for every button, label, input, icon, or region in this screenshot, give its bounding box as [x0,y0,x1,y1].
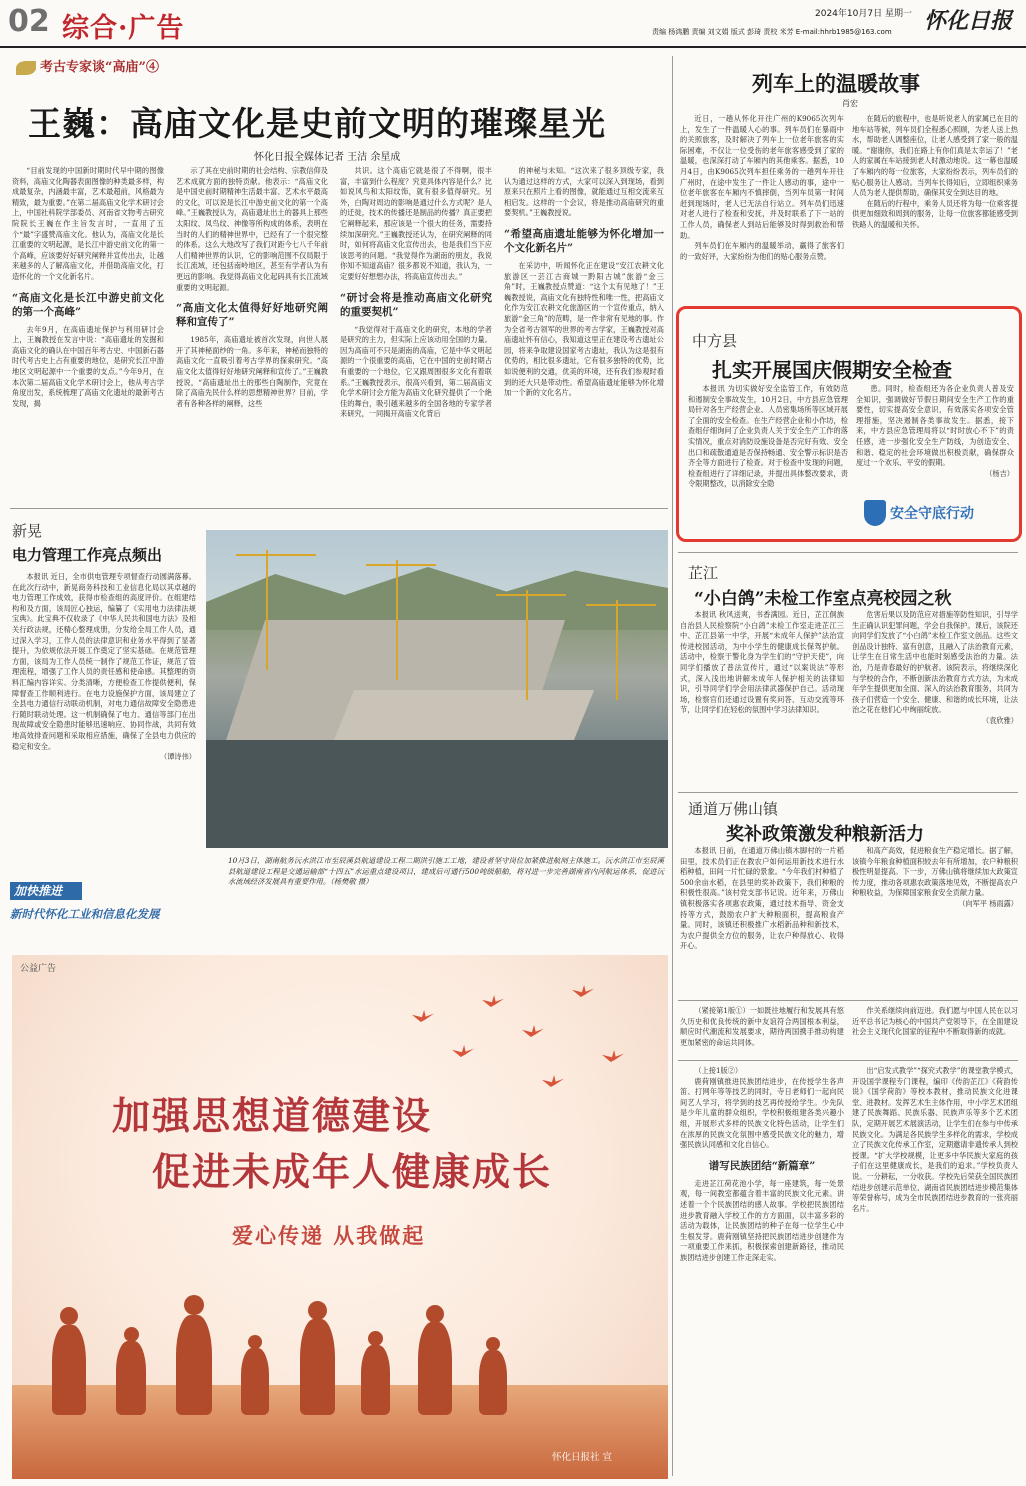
photo-caption [228,856,664,888]
construction-photo [206,530,668,848]
feature-headline: 王巍：高庙文化是史前文明的璀璨星光 [28,104,606,143]
paragraph: 近日，一趟从怀化开往广州的K9065次列车上，发生了一件温暖人心的事。列车员们在暴雨中的关照旅客，及时解决了列车上一位老年旅客的实际困难，不仅让一位受伤的老年旅客感受到了家的温暖，也深深打动了车厢内的其他乘客。据悉，10月4日，由K9065次列车担任乘务的一趟列车开往广州时，在途中发生了一件让人感动的事，途中一位老年旅客在车厢内不慎摔倒，当列车员第一时间赶到现场时，老人已无法自行站立。列车员们迅速对老人进行了检查和安抚，并及时联系了下一站的工作人员，确保老人到站后能够及时得到救治和帮助。 [680,114,844,240]
bird-icon [602,1050,624,1062]
paragraph: 患。同时，检查组还为各企业负责人普及安全知识，强调做好节假日期间安全生产工作的重要性，切实提高安全意识，有效落实各项安全管理措施，坚决遏制各类事故发生。据悉，接下来，中方县应急管理局将以“时时放心不下”的责任感，进一步强化安全生产防线，为创造安全、和谐、稳定的社会环境做出积极贡献，确保群众度过一个欢乐、平安的假期。 [856,384,1014,468]
paragraph: 示了其在史前时期的社会结构、宗教信仰及艺术成就方面的独特贡献。他表示：“高庙文化是中国史前时期精神生活最丰富、艺术水平最高的文化，可以说是长江中游史前文化的第一个高峰。”王巍教授认为，高庙遗址出土的器具上那些太阳纹、凤鸟纹、神像等所构成的体系，表明在当时的人们的精神世界中，已经有了一个很完整的体系。这么大地改写了我们对距今七八千年前人们精神世界的认识，它的影响范围不仅局限于长江流域，还包括南岭地区，甚至有学者认为有更远的影响。我觉得高庙文化起码具有长江流域重要的文明起源。 [176,166,328,292]
bird-icon [452,1045,474,1057]
crane-icon [266,550,268,670]
paragraph: 作关系继续向前迈进。我们愿与中国人民在以习近平总书记为核心的中国共产党领导下，在全面建设社会主义现代化国家的征程中不断取得新的成就。 [852,1006,1018,1037]
person-figure [426,1305,444,1323]
paragraph: 本报讯 为切实做好安全监管工作，有效防范和遏制安全事故发生，10月2日，中方县应急管理局针对各生产经营企业、人员密集场所等区域开展了全面的安全检查。在生产经营企业和小作坊，检查组仔细询问了企业负责人关于安全生产工作的落实情况，重点对消防设施设备是否完好有效、安全出口和疏散通道是否保持畅通、安全警示标识是否齐全等方面进行了检查。对于检查中发现的问题，检查组进行了详细记录，并提出具体整改要求，责令限期整改，以消除安全隐 [688,384,848,489]
classroom-kicker: 芷江 [688,564,719,582]
issue-date: 2024年10月7日 星期一 [815,9,912,19]
section-divider [678,552,1018,553]
classroom-headline: “小白鸽”未检工作室点亮校园之秋 [694,589,952,609]
caption-author: （杨樊敬 摄） [330,877,373,886]
section-divider [678,1060,1018,1061]
power-kicker: 新晃 [12,522,43,540]
grain-headline: 奖补政策激发种粮新活力 [726,824,924,845]
feature-byline: 怀化日报全媒体记者 王洁 余星成 [254,152,401,163]
continued-column-2 [852,1006,1018,1056]
paragraph: 在随后的旅程中，也是听说老人的家属已在目的地车站等候，列车员们全程悉心照顾，为老人送上热水，帮助老人调整座位，让老人感受到了家一般的温暖。“谢谢你，我们在路上有你们真是太幸运了！”老人的家属在车站接到老人时激动地说。这一幕也温暖了车厢内的每一位旅客，大家纷纷表示，列车员们的贴心服务让人感动。当列车长得知后，立即组织乘务人员为老人提供帮助，确保其安全到达目的地。 [852,114,1018,198]
series-tag [16,56,176,78]
paragraph: 出“启发式教学”“探究式教学”的课堂教学模式，开设国学课程专门课程，编印《传韵芷江》《荷韵传说》《国学荷韵》等校本教材，推动民族文化进课堂、进教材。发挥艺术生主体作用，中小学艺术团组建了民族舞蹈、民族乐器、民族声乐等多个艺术团队，定期开展艺术展演活动，让学生们在参与中传承民族文化。为满足各民族学生多样化的需求，学校成立了民族文化传承工作室，定期邀请非遗传承人到校授课。“扩大学校规模，让更多中华民族大家庭的孩子们在这里健康成长，是我们的追求。”学校负责人说。一分耕耘，一分收获。学校先后荣获全国民族团结进步创建示范单位、湖南省民族团结进步模范集体等荣誉称号，成为全市民族团结进步教育的一张亮丽名片。 [852,1066,1018,1213]
paragraph: 危害后果以及防范应对措施等防性知识，引导学生正确认识犯罪问题，学会自我保护。课后，该院还向同学们发放了“小白鸽”未检工作室文创品。这些文创品设计独特、富有创意，且融入了法治教育元素，让学生在日常生活中也能时刻感受法治的力量。法治，乃是青春最好的护航者。该院表示，将继续深化与学校的合作，不断创新法治教育方式方法，为未成年学生提供更加全面、深入的法治教育服务，共同为孩子们营造一个安全、健康、和谐的成长环境，让法治之花在他们心中绚丽绽放。 [852,610,1018,715]
public-service-ad [12,955,668,1479]
person-figure [308,1301,327,1320]
classroom-column-2 [852,610,1018,788]
safety-author: （杨吉） [985,468,1014,478]
train-column-2 [852,114,1018,302]
masthead [0,0,1026,48]
section-divider [678,792,1018,793]
bird-icon [522,1025,544,1037]
culture-column-1 [680,1066,844,1480]
crane-arm [236,554,316,556]
leaf-icon [16,61,36,75]
paragraph: （紧接第1版①）一如既往地履行和发展具有悠久历史和优良传统的新中友谊符合两国根本利益，顺应时代潮流和发展要求，期待两国携手推动构建更加紧密的命运共同体。 [680,1006,844,1047]
power-column [12,572,196,868]
crane-icon [526,590,528,700]
paragraph: 本报讯 日前，在通道万佛山镇木脚村的一片稻田里，技术员们正在教农户如何运用新技术进行水稻种植，田间一片忙碌的景象。“今年我们村种植了500余亩水稻，在县里的奖补政策下，我们种粮的积极性很高。”该村党支部书记说。近年来，万佛山镇积极落实各项惠农政策，通过技术指导、资金支持等方式，鼓励农户扩大种粮面积，提高粮食产量。同时，该镇还积极推广水稻新品种和新技术，为农户提供全方位的服务，让农户种得放心、收得开心。 [680,846,844,951]
section-title: 综合·广告 [62,13,185,44]
ad-label: 公益广告 [20,964,57,974]
promo-banner [10,880,196,930]
paragraph: 本报讯 近日，全市供电管理专项督查行动圆满落幕。在此次行动中，新晃商务科技和工业信息化局以其卓越的电力管理工作成效，获得市检查组的高度评价。在组建结构和及方面，该局匠心独运，编纂了《实用电力法律法规宝典》。此宝典不仅收录了《中华人民共和国电力法》及相关行政法规，还精心整理成册，分发给全局工作人员，通过深入学习，工作人员的法律意识和业务水平得到了显著提升，为依规依法开展工作奠定了坚实基础。在规范管理方面，该局为工作人员统一制作了规范工作证，规范了管理流程，增强了工作人员的责任感和使命感。其整理的资料汇编内容详实、分类清晰，方便检查工作提供便利，保障督查工作顺利进行。在电力设施保护方面，该局建立了全县电力通信行动联动机制，对电力通信故障安全隐患进行随时联动处理。这一机制确保了电力、通信等部门在出现故障或安全隐患时能够迅速响应、协同作战，共同有效地高效排查问题和采取相应措施，确保了全县电力供应的稳定和安全。 [12,572,196,751]
train-column-1 [680,114,844,302]
continued-marker: （上接1版②） [694,1066,743,1075]
grain-author: （向军平 杨雨露） [958,898,1018,908]
safety-headline: 扎实开展国庆假期安全检查 [712,358,952,382]
feature-column-1 [12,166,164,496]
shield-icon [864,500,886,526]
paragraph: 的神秘与未知。“这次来了很多顶级专家，我认为通过这样的方式，大家可以深入到现场，看到原来只在照片上看的图像，就能通过互相交流来互相启发。这样的一个会议，将是推动高庙研究的重要契机。”王巍教授说。 [504,166,664,218]
paragraph: 走进芷江荷花池小学，每一座建筑，每一处景观，每一间教室都蕴含着丰富的民族文化元素。讲述着一个个民族团结的感人故事。学校把民族团结进步教育融入学校工作的方方面面，以丰富多彩的活动为载体，让民族团结的种子在每一位学生心中生根发芽。鹿荷刚镇坚持把民族团结进步创建作为一项重要工作来抓，积极探索创建新路径，推动民族团结进步创建工作走深走实。 [680,1178,844,1262]
power-headline: 电力管理工作亮点频出 [12,546,163,564]
grain-column-1 [680,846,844,994]
train-headline: 列车上的温暖故事 [752,71,920,96]
feature-subhead-3: “研讨会将是推动高庙文化研究的重要契机” [340,291,492,318]
feature-column-3 [340,166,492,496]
person-figure [184,1295,204,1315]
promo-tag: 加快推进 [10,882,82,900]
classroom-author: （袁欣雅） [982,715,1018,725]
person-figure [52,1325,86,1415]
person-figure [124,1327,139,1342]
crane-arm [496,594,566,596]
section-divider [10,508,668,509]
ad-slogan-1: 加强思想道德建设 [112,1093,433,1138]
paragraph: 去年9月，在高庙遗址保护与利用研讨会上，王巍教授在发言中说：“高庙遗址的发掘和高庙文化的确认在中国百年考古史、中国新石器时代考古史上占有重要的地位，是研究长江中游地区文明起源中一个重要的支点。”今年9月，在本次第二届高庙文化学术研讨会上，他从考古学角度出发，系统梳理了高庙文化遗址的最新考古发现，揭 [12,324,164,408]
page-number: 02 [8,4,50,39]
crane-icon [616,600,618,700]
feature-subhead-4: “希望高庙遗址能够为怀化增加一个文化新名片” [504,227,664,254]
person-figure [361,1345,390,1415]
safety-column-2 [856,384,1014,496]
paragraph: 列车员们在车厢内的温暖举动，赢得了旅客们的一致好评，大家纷纷为他们的贴心服务点赞。 [680,241,844,261]
culture-subhead: 谱写民族团结“新篇章” [708,1159,816,1172]
crane-arm [586,604,656,606]
person-figure [486,1337,500,1351]
badge-label: 安全守底行动 [890,506,974,522]
person-figure [116,1341,146,1415]
person-figure [60,1307,78,1325]
paragraph: 和高产高效，促进粮食生产稳定增长。据了解，该镇今年粮食种植面积较去年有所增加，农户种粮积极性明显提高。下一步，万佛山镇将继续加大政策宣传力度，推动各项惠农政策落地见效，不断提高农户种粮收益，为保障国家粮食安全贡献力量。 [852,846,1018,898]
crane-arm [366,564,436,566]
paragraph: “目前发现的中国新时期时代早中期的图像资料，高庙文化陶器表面图像的种类最多样，构成最复杂，内涵最丰富，艺术最超前，风格最为精致，最为重要。”在第二届高庙文化学术研讨会上，中国社科院学部委员、河南省文物考古研究院院长王巍在作主旨发言时，一直用了五个“最”字盛赞高庙文化。他认为，高庙文化是长江重要的文明起源，是长江中游史前文化的第一个高峰，应该要好好研究阐释并宣传出去，让越来越多的人了解高庙文化，并借助高庙文化，打造怀化的一个文化新名片。 [12,166,164,281]
bird-icon [542,1075,564,1087]
newspaper-logo: 怀化日报 [924,8,1013,34]
series-label: 考古专家谈“高庙”④ [40,60,159,75]
grain-column-2 [852,846,1018,994]
person-figure [241,1348,269,1415]
culture-column-2 [852,1066,1018,1480]
caption-text: 10月3日，湖南航务沅水洪江市至辰溪县航道建设工程二期洪引施工工地，建设者坚守岗位加紧推进航闸主体施工。沅水洪江市至辰溪县航道建设工程是交通运输部“十四五”水运重点建设项目，建成后可通行500吨级船舶，将对进一步完善湖南省内河航运体系，促进沅水流域经济发展具有重要作用。 [228,856,664,886]
section-divider [678,1000,1018,1001]
power-author: （谭诗伟） [160,752,196,762]
paragraph: 在采访中，听闻怀化正在建设“安江农耕文化旅游区一芸江古商城一黔阳古城”旅游“金三角”时，王巍教授点赞道：“这个太有见地了！”王巍教授说，高庙文化有独特性和唯一性，把高庙文化作为安江农耕文化旅游区的一个宣传重点，纳入旅游“金三角”的范畴，是一件非常有见地的事。作为全省考古领军的世界的考古学家，王巍教授对高庙遗址怀有信心，我知道这里正在建设考古遗址公园，将来争取建设国家考古遗址，我认为这是很有优势的，相比很多遗址，它有很多独特的优势，比如说便利的交通，优美的环境，还有我们参观时看到的还大只是带动性。希望高庙遗址能够为怀化增加一个新的文化名片。 [504,260,664,398]
safety-column-1 [688,384,848,534]
column-divider [672,56,673,1476]
ad-credit: 怀化日报社 宣 [552,1452,613,1463]
feature-column-2 [176,166,328,496]
paragraph: 1985年，高庙遗址被首次发现，向世人展开了其神秘面纱的一角。多年来，神秘而独特的高庙文化一直吸引着考古学界的探索研究。“高庙文化太值得好好地研究阐释和宣传了。”王巍教授说，“高庙遗址出土的那些白陶制作，究竟在除了高庙先民什么样的思想精神世界？目前，学者有各种各样的阐释，这些 [176,335,328,408]
grain-kicker: 通道万佛山镇 [688,800,779,818]
safety-badge [864,500,1012,528]
person-figure [479,1350,507,1415]
paragraph: “我觉得对于高庙文化的研究，本地的学者是研究的主力，但实际上应该动用全国的力量。因为高庙可不只是湖南的高庙，它是中华文明起源的一个很重要的高庙，它在中国的史前时期占有重要的一个地位，它又跟周围很多文化有着联系。”王巍教授表示，很高兴看到，第二届高庙文化学术研讨会方能为高庙文化研究提供了一个絶佳的舞台，吸引越来越多的全国各地的专家学者来研究，一同揭开高庙文化背后 [340,324,492,419]
safety-kicker: 中方县 [692,332,738,350]
photo-water [206,740,668,848]
paragraph: 本报讯 秋风送爽，书香满园。近日，芷江侗族自治县人民检察院“小白鸽”未检工作室走进芷江三中、芷江县第一中学，开展“未成年人保护”法治宣传进校园活动，为中小学生的健康成长保驾护航。活动中，检察干警化身为学生们的“守护天使”，向同学们播放了普法宣传片，通过“以案说法”等形式，深入浅出地讲解未成年人保护相关的法律知识，引导同学们学会用法律武器保护自己。活动现场，检察官们还通过设置有奖问答、互动交流等环节，让同学们在轻松的氛围中学习法律知识。 [680,610,844,715]
person-figure [368,1331,383,1346]
paragraph: 共识。这个高庙它就是很了不得啊，很丰富，丰富到什么程度？究竟具体内容是什么？比如说风鸟和太阳纹饰，就有很多值得研究。另外，白陶对周边的影响是通过什么方式呢？是人的迁徙，技术的传播还是制品的传播？真正要把它阐释起来，那应该是一个很大的任务，需要持续加深研究。”王巍教授还认为，在研究阐释的同时，如何将高庙文化宣传出去，也是我们当下应该思考的问题。“我觉得作为湖南的朋友，我说你知不知道高庙？很多都说不知道，我认为，一定要好好想想办法，将高庙宣传出去。” [340,166,492,281]
person-figure [418,1322,452,1415]
feature-subhead-2: “高庙文化太值得好好地研究阐释和宣传了” [176,302,328,329]
staff-credits: 责编 杨鸿鹏 责编 刘文娟 版式 彭琦 责校 米芳 E-mail:hhrb1985@163.com [652,28,892,36]
bird-icon [412,1010,434,1022]
feature-column-4 [504,166,664,496]
person-figure [248,1335,262,1349]
paragraph: 在随后的行程中，乘务人员还将为每一位乘客提供更加细致和周到的服务，让每一位旅客都能感受到铁路人的温暖和关怀。 [852,198,1018,229]
person-figure [176,1315,212,1415]
crane-icon [396,560,398,680]
continued-column-1 [680,1006,844,1056]
ad-slogan-3: 爱心传递 从我做起 [232,1223,426,1248]
promo-line: 新时代怀化工业和信息化发展 [10,907,160,921]
feature-subhead-1: “高庙文化是长江中游史前文化的第一个高峰” [12,291,164,318]
classroom-column-1 [680,610,844,788]
bird-icon [572,985,594,997]
ad-ground [12,1385,668,1479]
paragraph: 鹿荷刚镇推进民族团结进步，在传授学生各声笛、打网年等等技艺的同时，寺日老师们一起向民间艺人学习，将学到的技艺再传授给学生。少先队是少年儿童的群众组织，学校积极组建各类兴趣小组，开展形式多样的民族文化特色活动，让学生们在浓厚的民族文化氛围中感受民族文化的魅力，增强民族认同感和文化自信心。 [680,1076,844,1150]
person-figure [300,1319,335,1415]
ad-slogan-2: 促进未成年人健康成长 [152,1149,553,1194]
bird-icon [482,995,504,1007]
train-byline: 肖宏 [842,99,858,108]
